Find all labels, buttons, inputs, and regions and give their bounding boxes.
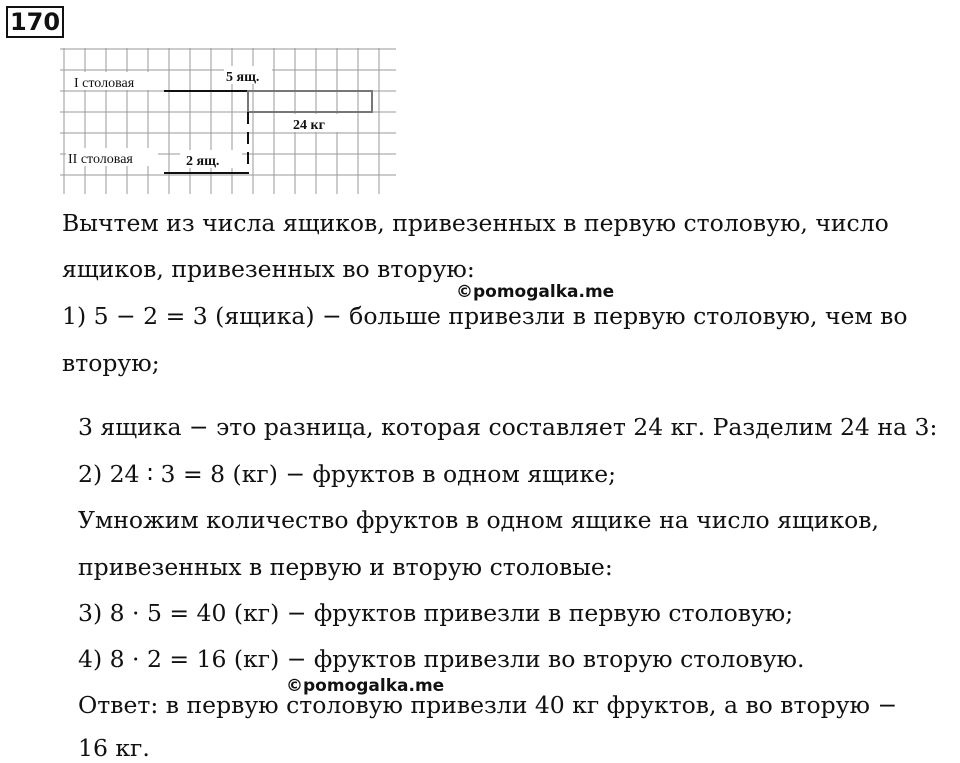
difference-box — [248, 91, 372, 112]
text-line-6: 2) 24 ∶ 3 = 8 (кг) − фруктов в одном ящике; — [78, 460, 617, 488]
watermark-2: ©pomogalka.me — [286, 676, 445, 696]
text-line-10: 4) 8 · 2 = 16 (кг) − фруктов привезли во вторую столовую. — [78, 645, 805, 673]
segment-diagram — [60, 48, 396, 194]
difference-label: 24 кг — [293, 118, 325, 133]
bottom-segment-label: 2 ящ. — [186, 154, 220, 169]
text-line-9: 3) 8 · 5 = 40 (кг) − фруктов привезли в первую столовую; — [78, 599, 794, 627]
text-line-11: Ответ: в первую столовую привезли 40 кг фруктов, а во вторую − — [78, 691, 898, 719]
text-line-7: Умножим количество фруктов в одном ящике на число ящиков, — [78, 506, 879, 534]
top-segment-label: 5 ящ. — [226, 70, 260, 85]
text-line-5: 3 ящика − это разница, которая составляет 24 кг. Разделим 24 на 3: — [78, 413, 938, 441]
row1-label: I столовая — [74, 76, 135, 91]
text-line-12: 16 кг. — [78, 734, 150, 762]
watermark-1: ©pomogalka.me — [456, 282, 615, 302]
text-line-1: Вычтем из числа ящиков, привезенных в первую столовую, число — [62, 209, 889, 237]
text-line-3: 1) 5 − 2 = 3 (ящика) − больше привезли в первую столовую, чем во — [62, 302, 908, 330]
task-number: 170 — [6, 6, 64, 38]
text-line-8: привезенных в первую и вторую столовые: — [78, 553, 613, 581]
text-line-4: вторую; — [62, 349, 160, 377]
row2-label: II столовая — [68, 152, 133, 167]
text-line-2: ящиков, привезенных во вторую: — [62, 255, 475, 283]
